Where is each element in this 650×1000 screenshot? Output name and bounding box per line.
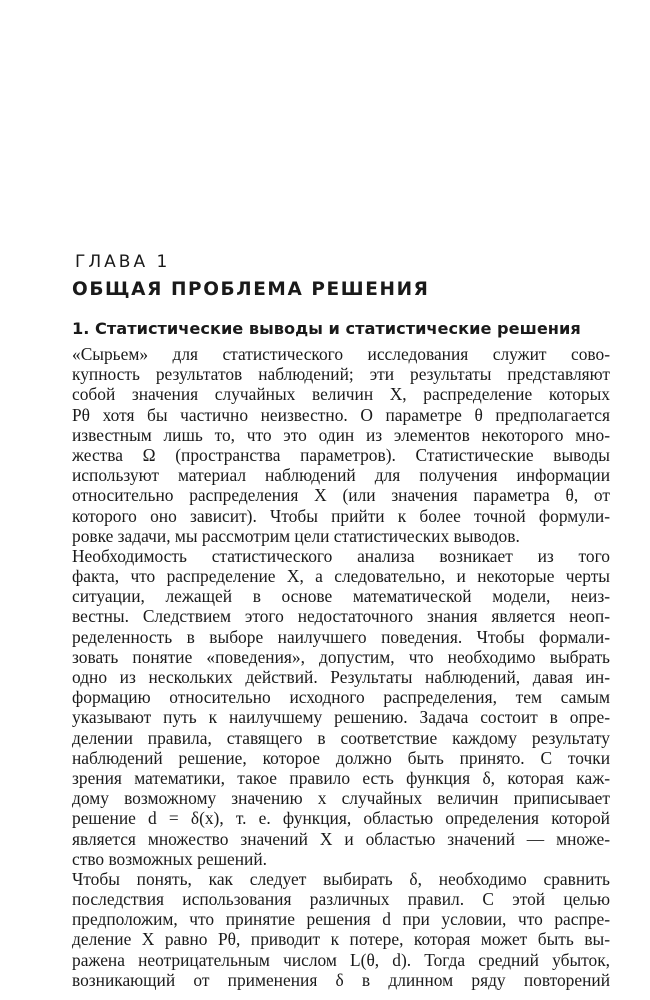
- paragraph-1: [72, 344, 610, 546]
- text-line: решение d = δ(x), т. е. функция, областью определения которой: [72, 808, 610, 829]
- page: [72, 0, 610, 1000]
- body-text: [72, 344, 610, 990]
- text-line: дому возможному значению x случайных величин приписывает: [72, 788, 610, 809]
- text-line: делении правила, ставящего в соответствие каждому результату: [72, 727, 610, 748]
- text-line: зрения математики, такое правило есть функция δ, которая каж-: [72, 767, 610, 788]
- text-line: формацию относительно исходного распределения, тем самым: [72, 687, 610, 708]
- text-line: вестны. Следствием этого недостаточного знания является неоп-: [72, 606, 610, 627]
- text-line: ситуации, лежащей в основе математической модели, неиз-: [72, 586, 610, 607]
- text-line: собой значения случайных величин X, распределение которых: [72, 384, 610, 405]
- text-line: предположим, что принятие решения d при условии, что распре-: [72, 909, 610, 930]
- text-line: ровке задачи, мы рассмотрим цели статистических выводов.: [72, 525, 520, 546]
- chapter-title: ОБЩАЯ ПРОБЛЕМА РЕШЕНИЯ: [72, 279, 430, 300]
- text-line: зовать понятие «поведения», допустим, что необходимо выбрать: [72, 646, 610, 667]
- text-line: которого оно зависит). Чтобы прийти к более точной формули-: [72, 505, 610, 526]
- text-line: Pθ хотя бы частично неизвестно. О параметре θ предполагается: [72, 404, 610, 425]
- text-line: одно из нескольких действий. Результаты наблюдений, давая ин-: [72, 667, 610, 687]
- text-line: используют материал наблюдений для получения информации: [72, 465, 610, 486]
- text-line: возникающий от применения δ в длинном ряду повторений: [72, 969, 610, 990]
- text-line: ределенность в выборе наилучшего поведения. Чтобы формали-: [72, 626, 610, 647]
- text-line: известным лишь то, что это один из элементов некоторого мно-: [72, 424, 610, 445]
- text-line: Чтобы понять, как следует выбирать δ, необходимо сравнить: [72, 868, 610, 889]
- text-line: купность результатов наблюдений; эти результаты представляют: [72, 364, 610, 385]
- text-line: последствия использования различных правил. С этой целью: [72, 889, 610, 910]
- text-line: относительно распределения X (или значения параметра θ, от: [72, 485, 610, 506]
- paragraph-2: [72, 546, 610, 869]
- text-line: наблюдений решение, которое должно быть принято. С точки: [72, 747, 610, 768]
- text-line: является множество значений X и областью значений — множе-: [72, 828, 610, 849]
- text-line: факта, что распределение X, а следовательно, и некоторые черты: [72, 566, 610, 587]
- text-line: «Сырьем» для статистического исследования служит сово-: [72, 344, 610, 364]
- text-line: Необходимость статистического анализа возникает из того: [72, 545, 610, 566]
- chapter-label: ГЛАВА 1: [75, 252, 171, 272]
- text-line: жества Ω (пространства параметров). Статистические выводы: [72, 444, 610, 465]
- section-title: 1. Статистические выводы и статистические решения: [72, 319, 581, 338]
- text-line: ражена неотрицательным числом L(θ, d). Тогда средний убыток,: [72, 949, 610, 970]
- text-line: ство возможных решений.: [72, 848, 267, 869]
- text-line: указывают путь к наилучшему решению. Задача состоит в опре-: [72, 707, 610, 728]
- text-line: деление X равно Pθ, приводит к потере, которая может быть вы-: [72, 929, 610, 950]
- paragraph-3: [72, 869, 610, 990]
